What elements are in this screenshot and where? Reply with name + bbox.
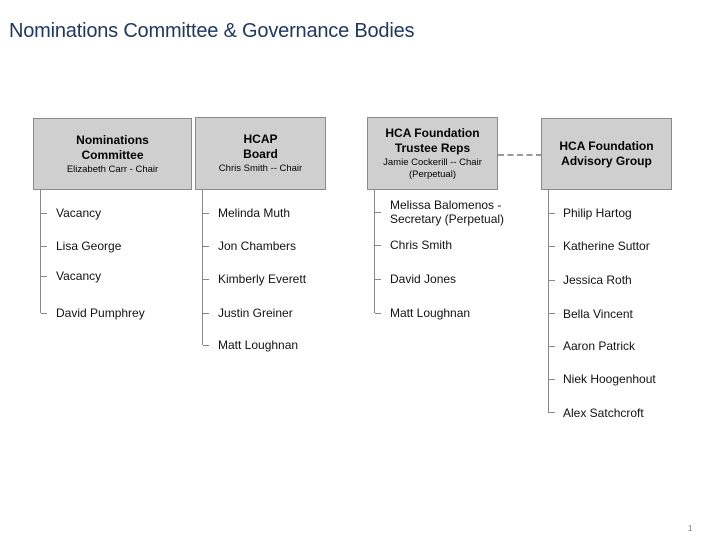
connector-tick	[203, 313, 209, 314]
member-role: Secretary (Perpetual)	[390, 212, 505, 226]
member-name: Bella Vincent	[563, 307, 633, 321]
member-name: Lisa George	[56, 239, 122, 253]
member-name: Alex Satchcroft	[563, 406, 644, 420]
connector-tick	[375, 313, 381, 314]
member-name: Aaron Patrick	[563, 339, 636, 353]
member-name: Niek Hoogenhout	[563, 372, 656, 386]
member-name: Melissa Balomenos -	[390, 198, 502, 212]
connector-line	[40, 190, 41, 313]
connector-tick	[549, 313, 555, 314]
member-name: Matt Loughnan	[218, 338, 299, 352]
page-number: 1	[688, 524, 693, 533]
member-name: David Pumphrey	[56, 306, 145, 320]
connector-tick	[203, 246, 209, 247]
connector-tick	[41, 246, 47, 247]
member-name: Matt Loughnan	[390, 306, 471, 320]
body-chair-note: (Perpetual)	[409, 169, 456, 180]
body-name: Board	[243, 147, 278, 161]
body-name: Trustee Reps	[394, 141, 471, 155]
hcap-board-box	[195, 117, 326, 190]
body-name: Committee	[81, 147, 144, 162]
connector-tick	[549, 379, 555, 380]
connector-tick	[375, 212, 381, 213]
connector-tick	[549, 246, 555, 247]
connector-tick	[375, 279, 381, 280]
connector-tick	[549, 280, 555, 281]
member-name: Jon Chambers	[218, 239, 297, 253]
connector-tick	[549, 412, 555, 413]
member-name: Katherine Suttor	[563, 239, 650, 253]
body-name: HCA Foundation	[559, 139, 654, 153]
nominations-committee-box	[33, 118, 192, 190]
dashed-connector	[498, 154, 542, 156]
hca-foundation-trustee-reps-box	[367, 117, 498, 190]
member-name: Justin Greiner	[218, 306, 293, 320]
body-chair: Chris Smith -- Chair	[218, 163, 303, 174]
body-name: Nominations	[76, 132, 149, 147]
member-name: Jessica Roth	[563, 273, 632, 287]
member-name: David Jones	[390, 272, 457, 286]
connector-tick	[41, 313, 47, 314]
body-name: HCAP	[243, 132, 278, 146]
connector-tick	[375, 245, 381, 246]
body-chair: Elizabeth Carr - Chair	[66, 163, 159, 175]
connector-tick	[41, 276, 47, 277]
connector-line	[374, 190, 375, 313]
member-name: Chris Smith	[390, 238, 453, 252]
connector-tick	[41, 213, 47, 214]
connector-tick	[203, 279, 209, 280]
member-name: Philip Hartog	[563, 206, 632, 220]
member-name: Vacancy	[56, 269, 102, 283]
connector-tick	[203, 213, 209, 214]
hca-foundation-advisory-group-box	[541, 118, 672, 190]
member-name: Vacancy	[56, 206, 102, 220]
connector-tick	[549, 213, 555, 214]
body-name: Advisory Group	[561, 154, 652, 168]
member-name: Kimberly Everett	[218, 272, 307, 286]
connector-tick	[549, 346, 555, 347]
page-title: Nominations Committee & Governance Bodies	[9, 20, 415, 42]
body-name: HCA Foundation	[385, 126, 480, 140]
member-name: Melinda Muth	[218, 206, 291, 220]
body-chair: Jamie Cockerill -- Chair	[383, 157, 482, 168]
connector-tick	[203, 345, 209, 346]
